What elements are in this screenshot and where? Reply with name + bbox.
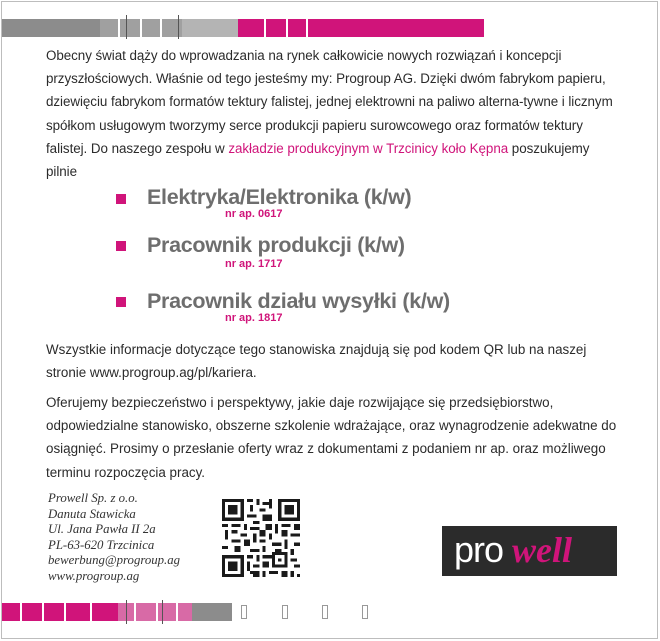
- prowell-logo: [442, 526, 617, 576]
- contact-web[interactable]: www.progroup.ag: [48, 568, 140, 583]
- bullet-square-icon: [116, 241, 126, 251]
- bullet-square-icon: [116, 194, 126, 204]
- job-ref: nr ap. 1817: [225, 312, 283, 324]
- contact-city: PL-63-620 Trzcinica: [48, 537, 155, 552]
- qr-code-icon[interactable]: [222, 499, 300, 577]
- contact-street: Ul. Jana Pawła II 2a: [48, 522, 156, 537]
- intro-paragraph: [46, 44, 618, 183]
- bullet-square-icon: [116, 297, 126, 307]
- location-highlight: zakładzie produkcyjnym w Trzcinicy koło Kępna: [228, 140, 509, 156]
- offer-paragraph: Oferujemy bezpieczeństwo i perspektywy, jakie daje rozwijające się przedsiębiorstwo, odpowiedzialne stanowisko, obszerne szkolenie wdrażające, oraz wynagrodzenie adekwatne do osiągnięć. Prosimy o przesłanie oferty wraz z dokumentami z podaniem nr ap. oraz możliwego terminu rozpoczęcia pracy.: [46, 395, 617, 480]
- intro-text-end: poszukujemy pilnie: [46, 140, 590, 180]
- logo-text-pro: pro: [454, 529, 504, 570]
- job-title: Pracownik produkcji (k/w): [147, 233, 405, 257]
- contact-email[interactable]: bewerbung@progroup.ag: [48, 553, 181, 568]
- intro-text: Obecny świat dąży do wprowadzania na rynek całkowicie nowych rozwiązań i koncepcji przyszłościowych. Właśnie od tego jesteśmy my: Progroup AG. Dzięki dwóm fabrykom papieru, dziewięciu fabrykom formatów tektury falistej, jednej elektrowni na paliwo alterna-tywne i licznym spółkom usługowym tworzymy serce produkcji papieru surowcowego oraz formatów tektury falistej. Do naszego zespołu w: [46, 48, 613, 156]
- job-title: Elektryka/Elektronika (k/w): [147, 185, 412, 209]
- contact-address: [48, 491, 180, 585]
- contact-person: Danuta Stawicka: [48, 506, 136, 521]
- job-title: Pracownik działu wysyłki (k/w): [147, 289, 450, 313]
- logo-text-well: well: [512, 530, 572, 570]
- job-ref: nr ap. 0617: [225, 208, 283, 220]
- info-paragraph: Wszystkie informacje dotyczące tego stanowiska znajdują się pod kodem QR lub na naszej stronie www.progroup.ag/pl/kariera.: [46, 342, 587, 381]
- job-ref: nr ap. 1717: [225, 258, 283, 270]
- contact-company: Prowell Sp. z o.o.: [48, 491, 138, 505]
